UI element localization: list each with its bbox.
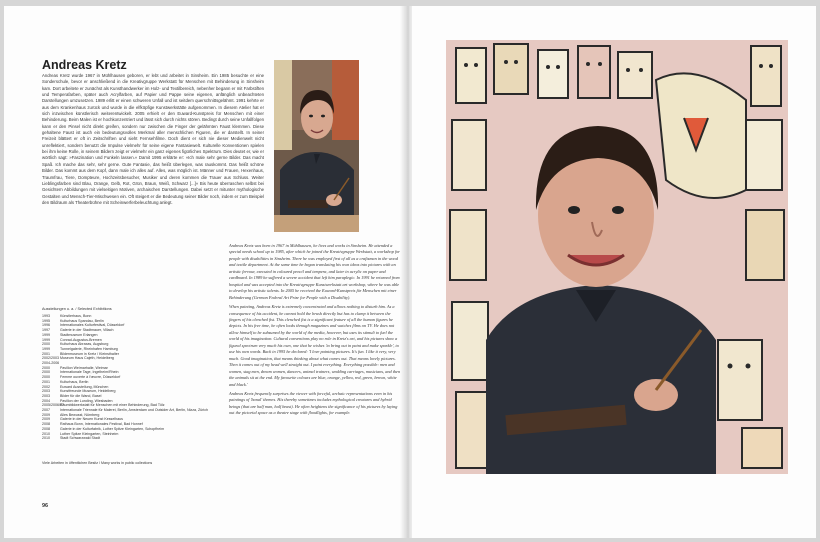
exhibitions-list xyxy=(42,314,247,441)
caption-paragraph: When painting, Andreas Kretz is extremely concentrated and allows nothing to disturb him. As a consequence of his accident, he cannot hold the brush directly but has to clamp it between the fingers of his clenched fist. This clenched fist is a significant feature of all the human figures he depicts. In his free time, he often looks through magazines and watches films on TV. He does not allow himself to be subsumed by the world of the media, however, but uses its stimuli to fuel the world of his imagination. Cultural conventions play no role in Kretz's art, and his pictures show a figural spectrum very much his own, one that he wishes 'to bring out in paint and make sparkle', to use his own words. Back in 1995 he declared: 'I love painting pictures. It's fun. I like it very, very much. Good imagination, that means thinking about what comes out. That means lovely pictures. Then it comes out of my head well straight out. I paint everything. Everything possible: men and women, stag men, dream women, dancers, animal trainers, wedding carriages, musicians, and then the animals sit at the end. My favourite colours are blue, orange, yellow, red, green, brown, white and black.' xyxy=(229,304,401,387)
exhibition-venue: Kulturhaus Abraxas, Augsburg xyxy=(60,342,109,347)
exhibition-venue: Internationale Triennale für Malerei, Berlin, Amsterdam und Outsider Art, Berlin, Nizza, Zürich xyxy=(60,408,209,413)
exhibition-year: 2001 xyxy=(42,351,50,356)
artist-title: Andreas Kretz xyxy=(42,58,127,72)
artist-painting-photo xyxy=(446,40,788,474)
exhibition-year: 2005/2006/07 xyxy=(42,403,64,408)
exhibition-venue: Galerie in der Stadtmauer, Villach xyxy=(60,328,114,333)
exhibition-venue: Euward Ausstellung, München xyxy=(60,384,109,389)
exhibition-year: 1995 xyxy=(42,318,50,323)
exhibition-row xyxy=(42,436,247,441)
exhibition-venue: Künstlerhaus, Bonn xyxy=(60,314,92,318)
exhibition-year: 2000 xyxy=(42,370,50,375)
exhibition-year: 2000 xyxy=(42,342,50,347)
exhibition-year: 2010 xyxy=(42,436,50,441)
biography-english xyxy=(229,243,401,420)
page-number: 96 xyxy=(42,503,49,509)
exhibition-venue: Luther Spitze Kleingarten, Steinheim xyxy=(60,431,119,436)
artist-portrait-photo xyxy=(274,60,359,232)
exhibition-venue: Conrad-Augustus-Bremen xyxy=(60,337,102,342)
exhibition-year: 2003 xyxy=(42,389,50,394)
exhibition-year: 2001 xyxy=(42,379,50,384)
exhibition-year: 2003 xyxy=(42,393,50,398)
exhibition-venue: Internationales Kulturfestival, Düsseldorf xyxy=(60,323,125,328)
exhibition-venue: Pavillon der Lunding, Wiesbaden xyxy=(60,398,113,403)
exhibition-venue: Galerie in der Neuen Kunst Kesselhaus xyxy=(60,417,123,422)
exhibitions-footer: Viele Arbeiten in öffentlichen Besitz / Many works in public collections xyxy=(42,461,153,465)
exhibition-venue: Galerie in der Kulturfabrik, Luther Spitze Kleingarten, Schopfheim xyxy=(60,426,165,431)
exhibition-venue: Bilder für die Wand, Basel xyxy=(60,393,102,398)
exhibition-venue: Pavillon Weimarhalle, Weimar xyxy=(60,365,108,370)
exhibition-venue: Kulturhaus Spandau, Berlin xyxy=(60,318,104,323)
exhibition-year: 2004-2006 xyxy=(42,361,60,366)
exhibition-year: 2010 xyxy=(42,431,50,436)
exhibition-venue: Raumbildwerkstatt für Menschen mit einer Behinderung, Bad Tölz xyxy=(60,403,165,408)
exhibition-venue: Stadt Schwarzwald Stadt xyxy=(60,436,100,441)
exhibition-venue: Alles Bewusst, Nürnberg xyxy=(60,412,100,417)
exhibition-year: 2002 xyxy=(42,384,50,389)
exhibition-venue: Kulturhaus, Berlin xyxy=(60,379,89,384)
exhibition-year: 2000 xyxy=(42,375,50,380)
exhibition-year: 2008 xyxy=(42,426,50,431)
exhibition-year: 2009 xyxy=(42,417,50,422)
exhibition-year: 2009 xyxy=(42,412,50,417)
caption-paragraph: Andreas Kretz frequently surprises the viewer with forceful, archaic representations even in his paintings of 'banal' themes. His thereby sometimes includes mythological creatures and hybrid beings (that are half man, half beast). He often heightens the significance of his pictures by laying out the pictorial space as a theatre stage with floodlights, for example. xyxy=(229,390,398,416)
exhibition-year: 1997 xyxy=(42,328,50,333)
exhibition-venue: Internationale Tage, Ingelheim/Rhein xyxy=(60,370,119,375)
biography-german: Andreas Kretz wurde 1967 in Mühlhausen geboren, er lebt und arbeitet in Sinsheim. Ein 1985 besuchte er eine Sonderschule, bevor er anschließend in die Kreativgruppe Werkstatt für Menschen mit Behinderung in Sinsheim kam. Dort arbeitete er zunächst als Kunsthandwerker im Holz- und Textilbereich, nebenher begann er mit Farbstiften und Temperafarben, später auch Acrylfarben, auf Papier und Pappe seine eigenen, anfänglich unbeachteten Darstellungen umzusetzen. 1989 erlitt er einen schweren Unfall und ist seitdem querschnittsgelähmt. 1991 kehrte er aus dem Krankenhaus zurück und wurde in die elfköpfige Kunstwerkstätte aufgenommen. In diesem Atelier hat er sich inzwischen künstlerisch weiterentwickelt. 2005 erhielt er den Euward-Kunstpreis für Menschen mit einer Behinderung. Beim Malen ist er hochkonzentriert und lässt sich durch nichts stören. Bedingt durch seine Unfallfolgen kann er den Pinsel nicht direkt greifen, sondern nur zwischen die Finger der gelähmten Faust klemmen. Diese gehaltene Faust ist auch ein bedeutungsvolles Merkmal aller menschlichen Figuren, die er darstellt. In seiner Freizeit blättert er oft in Zeitschriften und sieht Fernsehfilme. Doch dient er sich nie dieser Medienwelt nicht unreflektiert, sondern benutzt die Impulse vielmehr für seine eigene Fantasiewelt. Kulturelle Konventionen spielen bei ihm keine Rolle, in seinem Bildern zeigt er vielmehr ein ganz eigenes figürliches Spektrum. Dies deutet er, wie er wörtlich sagt: »Faszination und Funkeln lassen.« Damit 1995 erklärte er: »Ich male sehr gerne Bilder. Das macht Spaß. Ich mache das sehr, sehr gerne. Gute Fantasie, das heißt überlegen, was rauskommt. Das heißt schöne Bilder. Das kommt aus dem Kopf, dann male ich alles auf. Alles, was möglich ist. Männer und Frauen, Hexenhaus, Traumfrau, Tiere, Dompteure, Hochzeitsbesucher, Musiker und deren kommen die Trauer aus Schluss. Weiter Lieblingsfarben sind Blau, Orange, Gelb, Rot, Grün, Braun, Weiß, Schwarz [...]« Bis heute überraschen selbst bei Gesichtern Abbildungen mit vielseitigen Motiven, archaischen Darstellungen. Dabei setzt er mitunter mythologische Gestalten und Mensch-Tier-Mischwesen ein. Oft steigert er die Bedeutung seiner Bilder noch, indem er zum Beispiel den Bildraum als Theaterbühne mit Scheinwerferbeleuchtung anlegt. xyxy=(42,73,264,205)
exhibition-venue: Tunnelgalerie, Rheinhafen Hamburg xyxy=(60,346,118,351)
exhibition-year: 1999 xyxy=(42,332,50,337)
exhibition-year: 2004 xyxy=(42,398,50,403)
exhibition-year: 2008 xyxy=(42,422,50,427)
exhibition-year: 2000 xyxy=(42,365,50,370)
exhibition-year: 2007 xyxy=(42,408,50,413)
exhibition-year: 1996 xyxy=(42,323,50,328)
exhibition-year: 1999 xyxy=(42,346,50,351)
caption-paragraph: Andreas Kretz was born in 1967 in Mühlhausen, he lives and works in Sinsheim. He attended a special needs school up to 1985, after which he joined the Kreativgruppe Werkstatt, a workshop for people with disabilities in Sinsheim. There he was employed first of all as a craftsman in the wood and textile department. At the same time he began translating his own ideas into pictures with an artistic fervour, executed in coloured pencil and tempera, and later in acrylic on paper and cardboard. In 1989 he suffered a severe accident that left him paraplegic. In 1991 he returned from hospital and was accepted into the Kreativgruppe Kunstwerkstatt art workshop, where he was able to develop his artistic talents. In 2005 he received the Euward-Kunstpreis für Menschen mit einer Behinderung (German Federal Art Prize for People with a Disability). xyxy=(229,243,400,300)
exhibition-venue: Femme ouverte à l'œuvre, Düsseldorf xyxy=(60,375,121,380)
exhibition-year: 1999 xyxy=(42,337,50,342)
exhibition-venue: Rathaus Bonn, Internationales Festival, Bad Honnef xyxy=(60,422,143,427)
exhibition-venue: Stadtmuseum Erlangen xyxy=(60,332,98,337)
exhibition-venue: Museum Haus Cajeth, Heidelberg xyxy=(60,356,114,361)
exhibition-year: 2002/2003 xyxy=(42,356,59,361)
exhibition-year: 1993 xyxy=(42,314,50,318)
exhibitions-heading: Ausstellungen u. a. / Selected Exhibitions xyxy=(42,307,112,311)
exhibition-venue: Kunstfreunde Museum, Heidelberg xyxy=(60,389,116,394)
exhibition-venue: Bildermuseum in Kretz / Kleinsthalter xyxy=(60,351,119,356)
